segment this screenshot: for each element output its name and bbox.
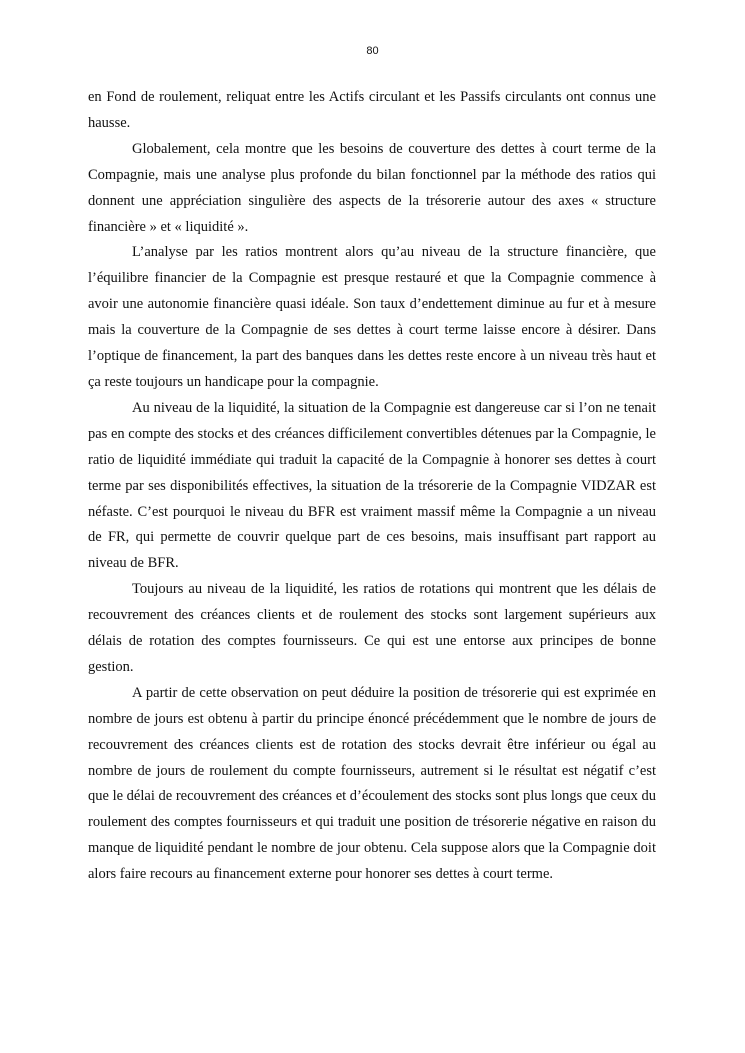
paragraph-global-summary: Globalement, cela montre que les besoins de couverture des dettes à court terme de la Compagnie, mais une analyse plus profonde du bilan fonctionnel par la méthode des ratios qui donnent une appréciation singulière des aspects de la trésorerie autour des axes « structure financière » et « liquidité ». [88, 140, 656, 235]
paragraph-financial-structure: L’analyse par les ratios montrent alors qu’au niveau de la structure financière, que l’équilibre financier de la Compagnie est presque restauré et que la Compagnie commence à avoir une autonomie financière quasi idéale. Son taux d’endettement diminue au fur et à mesure mais la couverture de la Compagnie de ses dettes à court terme laisse encore à désirer. Dans l’optique de financement, la part des banques dans les dettes reste encore à un niveau très haut et ça reste toujours un handicape pour la compagnie. [88, 244, 656, 390]
paragraph-liquidity: Au niveau de la liquidité, la situation de la Compagnie est dangereuse car si l’on ne tenait pas en compte des stocks et des créances difficilement convertibles détenues par la Compagnie, le ratio de liquidité immédiate qui traduit la capacité de la Compagnie à honorer ses dettes à court terme par ses disponibilités effectives, la situation de la trésorerie de la Compagnie VIDZAR est néfaste. C’est pourquoi le niveau du BFR est vraiment massif même la Compagnie a un niveau de FR, qui permette de couvrir quelque part de ces besoins, mais insuffisant part rapport au niveau de BFR. [88, 399, 656, 572]
paragraph-treasury-position: A partir de cette observation on peut déduire la position de trésorerie qui est exprimée en nombre de jours est obtenu à partir du principe énoncé précédemment que le nombre de jours de recouvrement des créances clients est de rotation des stocks devrait être inférieur ou égal au nombre de jours de roulement du compte fournisseurs, autrement si le résultat est négatif c’est que le délai de recouvrement des créances et d’écoulement des stocks sont plus longs que ceux du roulement des comptes fournisseurs et qui traduit une position de trésorerie négative en raison du manque de liquidité pendant le nombre de jour obtenu. Cela suppose alors que la Compagnie doit alors faire recours au financement externe pour honorer ses dettes à court terme. [88, 684, 656, 883]
paragraph-rotation-ratios: Toujours au niveau de la liquidité, les ratios de rotations qui montrent que les délais de recouvrement des créances clients et de roulement des stocks sont largement supérieurs aux délais de rotation des comptes fournisseurs. Ce qui est une entorse aux principes de bonne gestion. [88, 581, 656, 675]
body-text [88, 85, 656, 888]
page-number: 80 [366, 45, 379, 57]
paragraph-continuation: en Fond de roulement, reliquat entre les Actifs circulant et les Passifs circulants ont connus une hausse. [88, 89, 656, 131]
